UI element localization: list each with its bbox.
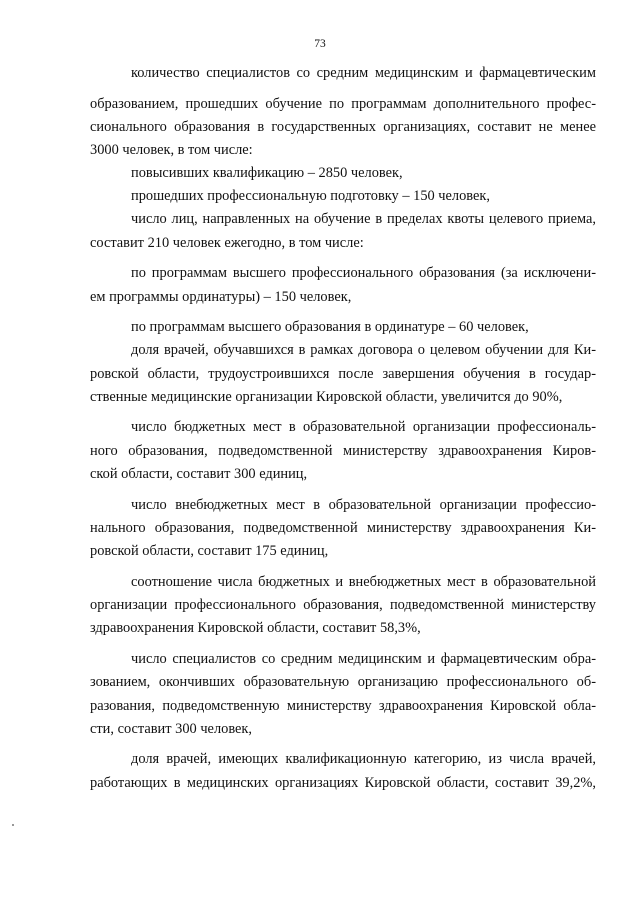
text-line: зованием, окончивших образовательную организацию профессионального об- bbox=[90, 674, 596, 690]
text-line: повысивших квалификацию – 2850 человек, bbox=[131, 165, 403, 181]
text-line: число бюджетных мест в образовательной организации профессиональ- bbox=[131, 419, 596, 435]
text-line: ской области, составит 300 единиц, bbox=[90, 466, 308, 482]
text-line: соотношение числа бюджетных и внебюджетных мест в образовательной bbox=[131, 574, 596, 590]
text-line: доля врачей, имеющих квалификационную категорию, из числа врачей, bbox=[131, 751, 596, 767]
text-line: разования, подведомственную министерству здравоохранения Кировской обла- bbox=[90, 698, 596, 714]
text-line: ем программы ординатуры) – 150 человек, bbox=[90, 289, 352, 305]
text-line: по программам высшего профессионального образования (за исключени- bbox=[131, 265, 596, 281]
text-line: нального образования, подведомственной министерству здравоохранения Ки- bbox=[90, 520, 596, 536]
text-line: по программам высшего образования в ординатуре – 60 человек, bbox=[131, 319, 529, 335]
text-line: ровской области, составит 175 единиц, bbox=[90, 543, 329, 559]
text-line: число лиц, направленных на обучение в пределах квоты целевого приема, bbox=[131, 211, 596, 227]
text-line: ровской области, трудоустроившихся после завершения обучения в государ- bbox=[90, 366, 596, 382]
text-line: организации профессионального образования, подведомственной министерству bbox=[90, 597, 596, 613]
text-line: работающих в медицинских организациях Кировской области, составит 39,2%, bbox=[90, 775, 596, 791]
text-line: прошедших профессиональную подготовку – 150 человек, bbox=[131, 188, 490, 204]
text-line: составит 210 человек ежегодно, в том числе: bbox=[90, 235, 364, 251]
scan-speck bbox=[12, 824, 14, 826]
text-line: ного образования, подведомственной министерству здравоохранения Киров- bbox=[90, 443, 596, 459]
text-line: сионального образования в государственных организациях, составит не менее bbox=[90, 119, 596, 135]
text-line: здравоохранения Кировской области, составит 58,3%, bbox=[90, 620, 421, 636]
text-line: доля врачей, обучавшихся в рамках договора о целевом обучении для Ки- bbox=[131, 342, 596, 358]
text-line: ственные медицинские организации Кировской области, увеличится до 90%, bbox=[90, 389, 563, 405]
page-number: 73 bbox=[314, 38, 326, 50]
text-line: число специалистов со средним медицинским и фармацевтическим обра- bbox=[131, 651, 596, 667]
text-line: количество специалистов со средним медицинским и фармацевтическим bbox=[131, 65, 596, 81]
text-line: 3000 человек, в том числе: bbox=[90, 142, 253, 158]
text-line: образованием, прошедших обучение по программам дополнительного профес- bbox=[90, 96, 596, 112]
text-line: число внебюджетных мест в образовательной организации профессио- bbox=[131, 497, 596, 513]
text-line: сти, составит 300 человек, bbox=[90, 721, 253, 737]
